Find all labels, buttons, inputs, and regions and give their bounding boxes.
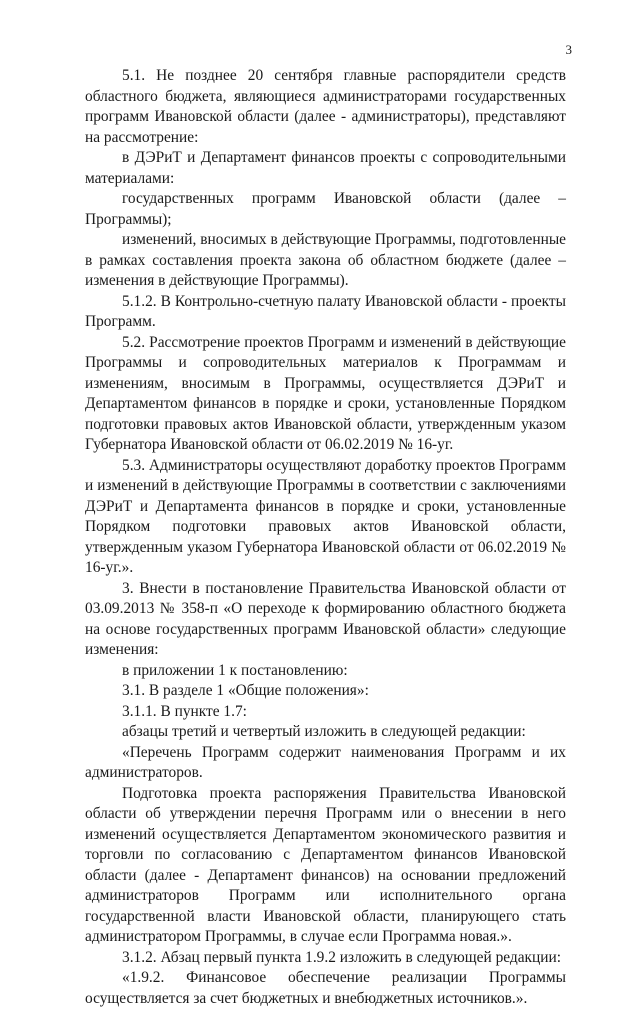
- paragraph-program-changes: изменений, вносимых в действующие Программы, подготовленные в рамках составления проекта закона об областном бюджете (далее – изменения в действующие Программы).: [85, 231, 566, 289]
- page-number: 3: [565, 42, 572, 57]
- paragraph-1-9-2: «1.9.2. Финансовое обеспечение реализации Программы осуществляется за счет бюджетных и внебюджетных источников.».: [85, 969, 566, 1007]
- paragraph-3: 3. Внести в постановление Правительства Ивановской области от 03.09.2013 № 358-п «О переходе к формированию областного бюджета на основе государственных программ Ивановской области» следующие изменения:: [85, 579, 566, 658]
- document-body: [85, 66, 566, 1009]
- paragraph-annex-1: в приложении 1 к постановлению:: [122, 661, 348, 679]
- paragraph-order-preparation: Подготовка проекта распоряжения Правительства Ивановской области об утверждении перечня Программ или о внесении в него изменений осуществляется Департаментом экономического развития и торговли по согласованию с Департаментом финансов Ивановской области (далее - Департамент финансов) на основании предложений администраторов Программ или исполнительного органа государственной власти Ивановской области, планирующего стать администратором Программы, в случае если Программа новая.».: [85, 784, 566, 945]
- paragraph-5-1: 5.1. Не позднее 20 сентября главные распорядители средств областного бюджета, являющиеся администраторами государственных программ Ивановской области (далее - администраторы), представляют на рассмотрение:: [85, 67, 566, 146]
- paragraph-derit-materials: в ДЭРиТ и Департамент финансов проекты с сопроводительными материалами:: [85, 149, 566, 187]
- paragraph-3-1: 3.1. В разделе 1 «Общие положения»:: [122, 682, 369, 699]
- paragraph-abzacy: абзацы третий и четвертый изложить в следующей редакции:: [122, 723, 526, 740]
- paragraph-3-1-2: 3.1.2. Абзац первый пункта 1.9.2 изложить в следующей редакции:: [122, 948, 562, 966]
- paragraph-5-3: 5.3. Администраторы осуществляют доработку проектов Программ и изменений в действующие Программы в соответствии с заключениями ДЭРиТ и Департамента финансов в порядке и сроки, установленные Порядком подготовки правовых актов Ивановской области, утвержденным указом Губернатора Ивановской области от 06.02.2019 № 16-уг.».: [85, 456, 566, 576]
- paragraph-program-list: «Перечень Программ содержит наименования Программ и их администраторов.: [85, 743, 566, 781]
- paragraph-state-programs: государственных программ Ивановской области (далее – Программы);: [85, 190, 566, 228]
- paragraph-3-1-1: 3.1.1. В пункте 1.7:: [122, 702, 247, 720]
- paragraph-5-2: 5.2. Рассмотрение проектов Программ и изменений в действующие Программы и сопроводительных материалов к Программам и изменениям, вносимым в Программы, осуществляется ДЭРиТ и Департаментом финансов в порядке и сроки, установленные Порядком подготовки правовых актов Ивановской области, утвержденным указом Губернатора Ивановской области от 06.02.2019 № 16-уг.: [85, 333, 566, 453]
- paragraph-5-1-2: 5.1.2. В Контрольно-счетную палату Ивановской области - проекты Программ.: [85, 292, 566, 330]
